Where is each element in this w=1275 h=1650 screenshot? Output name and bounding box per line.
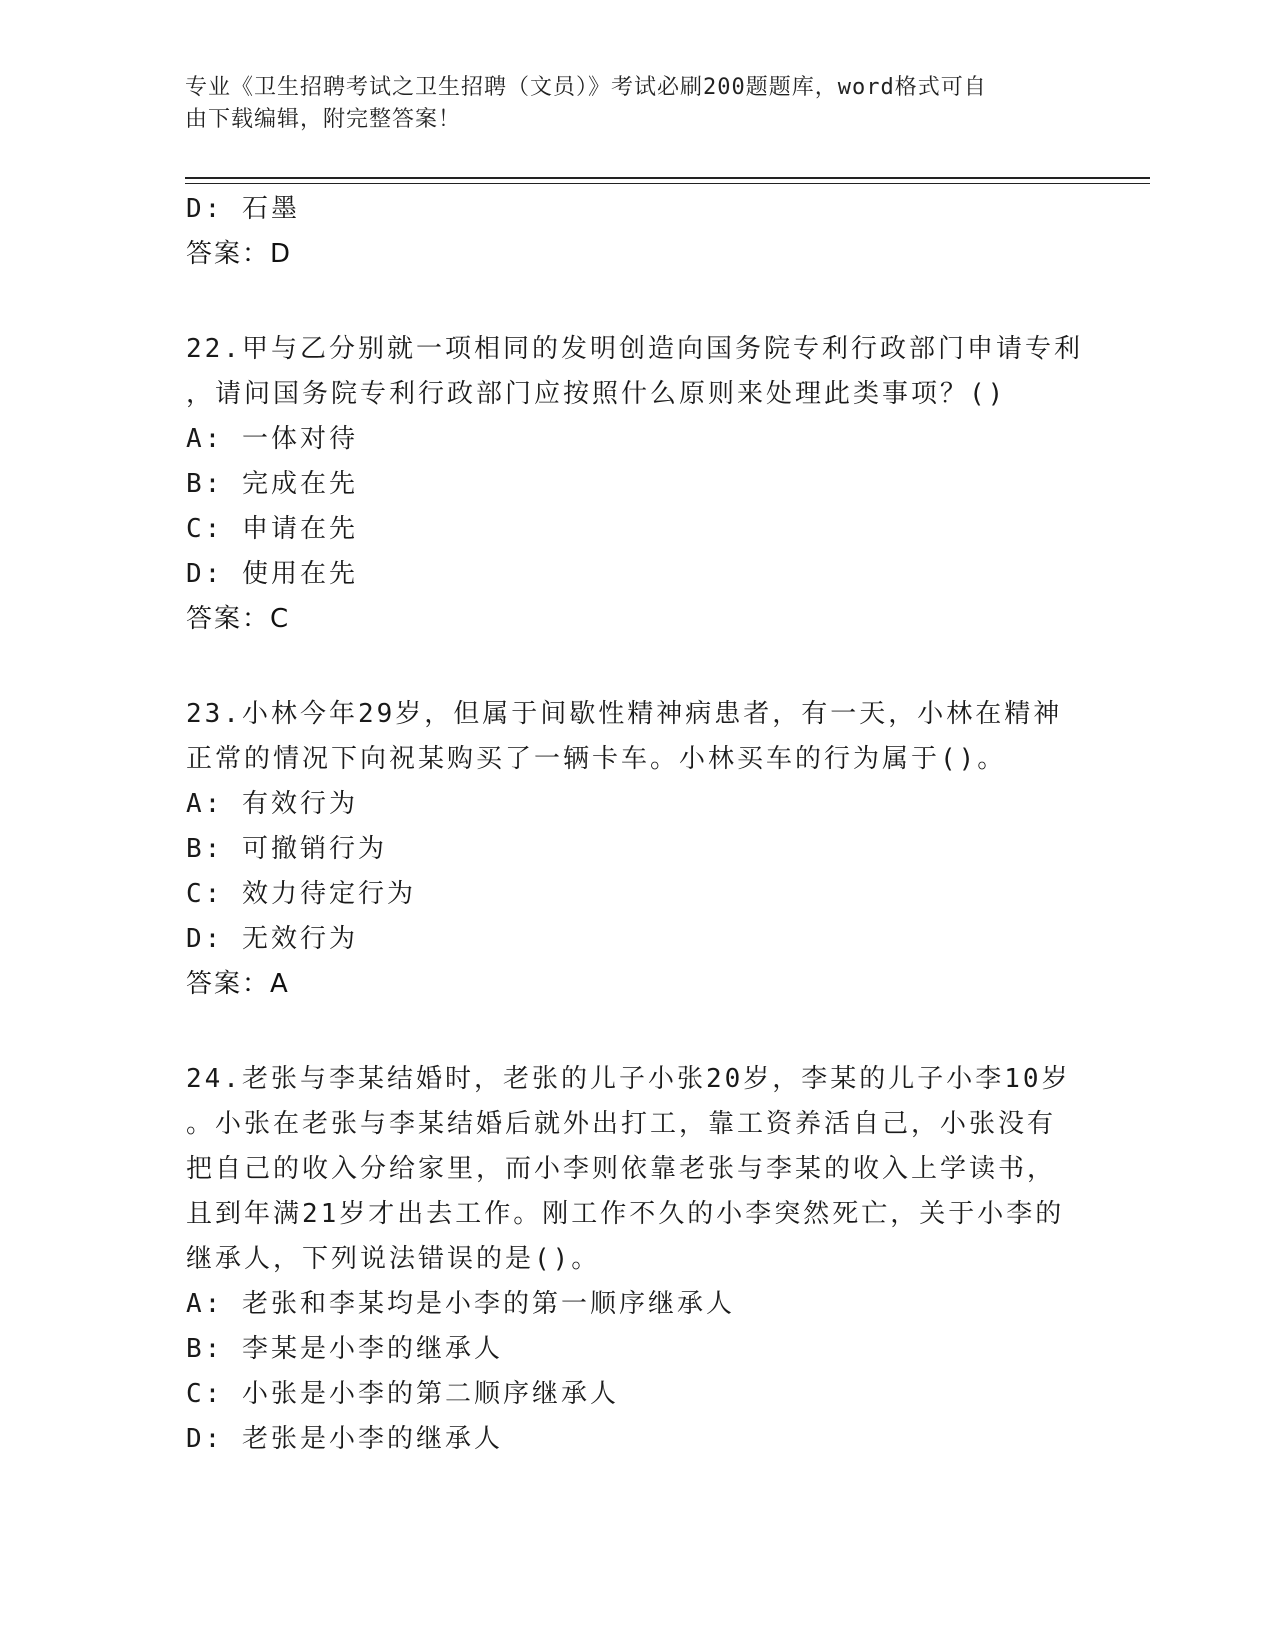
answer: 答案：A (186, 969, 290, 999)
header-title-line-2: 由下载编辑，附完整答案！ (185, 107, 462, 132)
question-text-line: 把自己的收入分给家里，而小李则依靠老张与李某的收入上学读书， (186, 1154, 1057, 1184)
document-header (185, 72, 1065, 136)
option-a: A: 一体对待 (186, 424, 358, 454)
question-22 (186, 327, 1086, 642)
answer-continued: 答案：D (186, 239, 293, 269)
option-b: B: 完成在先 (186, 469, 358, 499)
question-text-line: 。小张在老张与李某结婚后就外出打工，靠工资养活自己，小张没有 (186, 1109, 1057, 1139)
question-24 (186, 1057, 1086, 1462)
header-divider-thin (185, 183, 1150, 184)
answer: 答案：C (186, 604, 291, 634)
spacer (186, 1007, 1086, 1057)
option-d: D: 使用在先 (186, 559, 358, 589)
question-text-line: 且到年满21岁才出去工作。刚工作不久的小李突然死亡，关于小李的 (186, 1199, 1065, 1229)
option-c: C: 申请在先 (186, 514, 358, 544)
option-d: D: 无效行为 (186, 924, 358, 954)
question-text-line: 正常的情况下向祝某购买了一辆卡车。小林买车的行为属于()。 (186, 744, 1007, 774)
option-c: C: 小张是小李的第二顺序继承人 (186, 1379, 619, 1409)
option-b: B: 可撤销行为 (186, 834, 387, 864)
question-23 (186, 692, 1086, 1007)
option-d-continued: D: 石墨 (186, 194, 300, 224)
header-title-line-1: 专业《卫生招聘考试之卫生招聘（文员）》考试必刷200题题库，word格式可自 (185, 75, 987, 100)
option-b: B: 李某是小李的继承人 (186, 1334, 503, 1364)
question-text-line: 22.甲与乙分别就一项相同的发明创造向国务院专利行政部门申请专利 (186, 334, 1083, 364)
option-a: A: 老张和李某均是小李的第一顺序继承人 (186, 1289, 735, 1319)
question-text-line: 23.小林今年29岁，但属于间歇性精神病患者，有一天，小林在精神 (186, 699, 1063, 729)
option-c: C: 效力待定行为 (186, 879, 416, 909)
question-text-line: 24.老张与李某结婚时，老张的儿子小张20岁，李某的儿子小李10岁 (186, 1064, 1071, 1094)
spacer (186, 642, 1086, 692)
question-content (186, 187, 1086, 1462)
question-text-line: ，请问国务院专利行政部门应按照什么原则来处理此类事项？() (186, 379, 1007, 409)
option-a: A: 有效行为 (186, 789, 358, 819)
question-text-line: 继承人，下列说法错误的是()。 (186, 1244, 601, 1274)
spacer (186, 277, 1086, 327)
header-divider-thick (185, 177, 1150, 179)
option-d: D: 老张是小李的继承人 (186, 1424, 503, 1454)
